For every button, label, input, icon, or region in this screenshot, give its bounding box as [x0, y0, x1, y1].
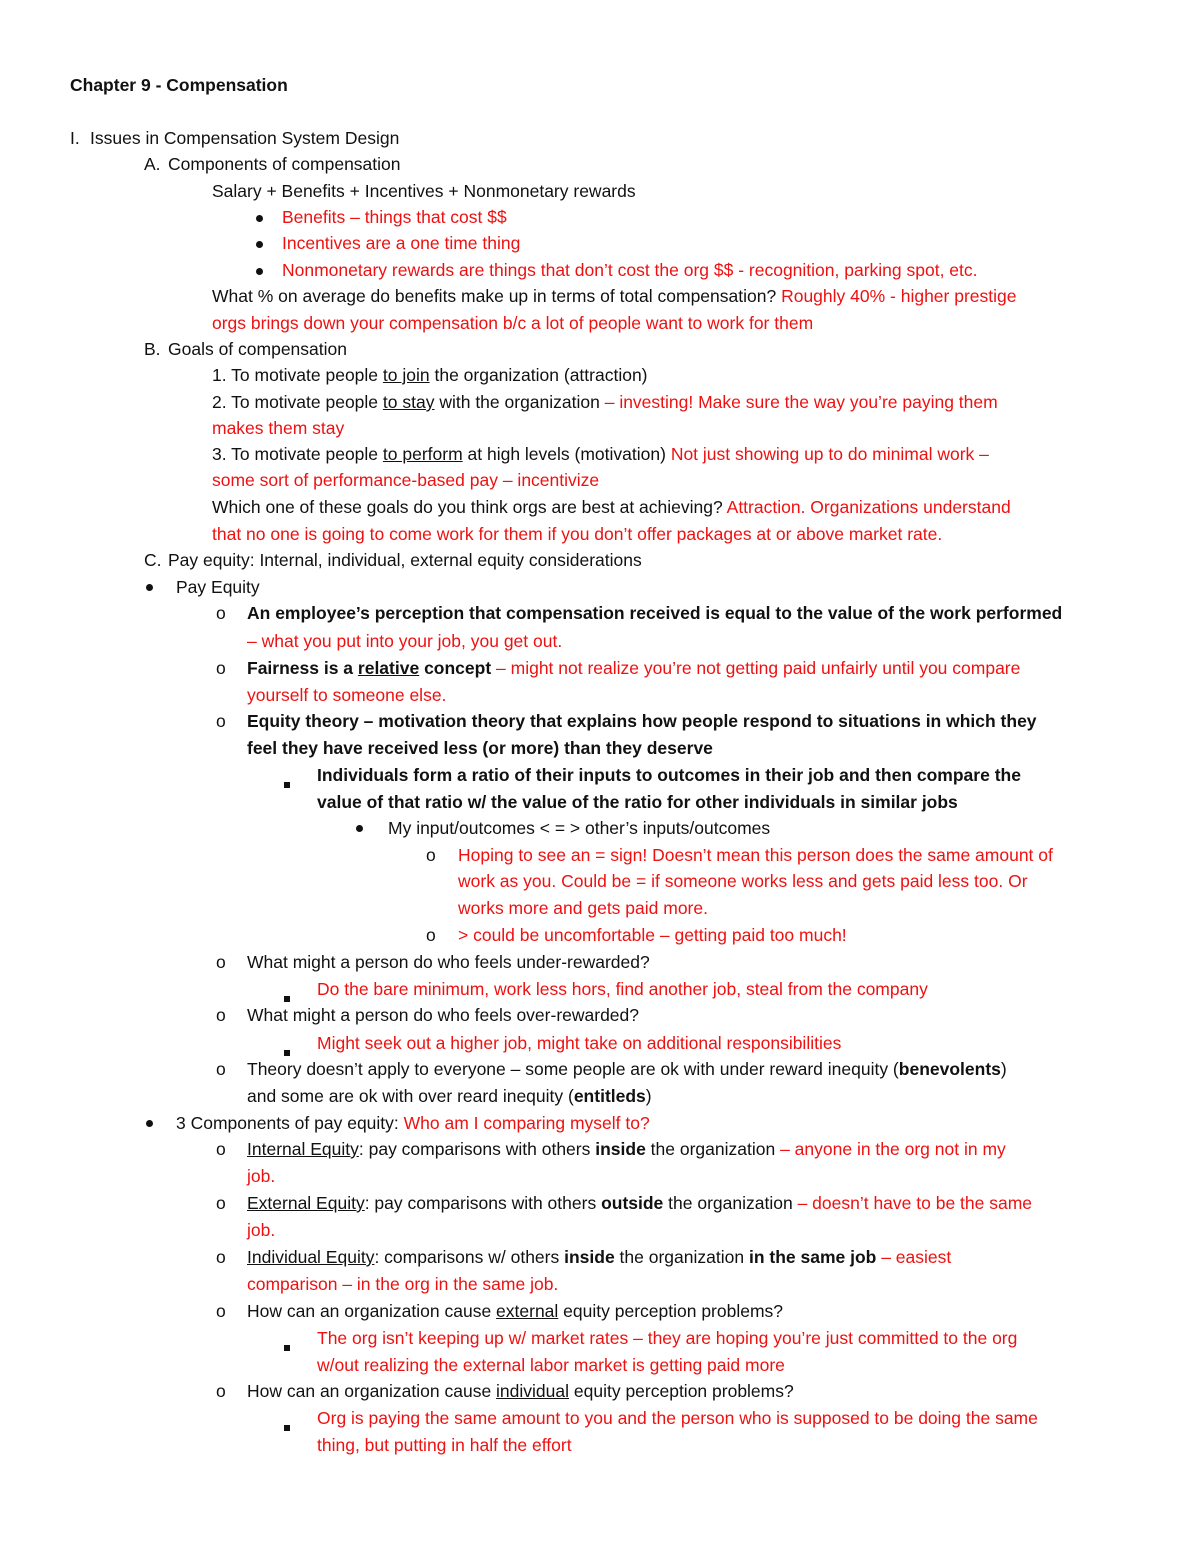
under-rewarded-question: What might a person do who feels under-rewarded?: [247, 952, 650, 972]
bullet-square-icon: [284, 1425, 290, 1431]
equity-theory-continued: feel they have received less (or more) than they deserve: [247, 738, 713, 758]
individual-problems-question: How can an organization cause individual equity perception problems?: [247, 1381, 794, 1401]
bullet-circle: o: [216, 1059, 226, 1079]
ratio-note-2: > could be uncomfortable – getting paid too much!: [458, 925, 847, 945]
subsection-marker-b: B.: [144, 339, 161, 359]
external-equity-continued: job.: [247, 1220, 276, 1240]
subsection-marker-c: C.: [144, 550, 162, 570]
fairness-point-continued: yourself to someone else.: [247, 685, 447, 705]
benefits-answer-continued: orgs brings down your compensation b/c a lot of people want to work for them: [212, 313, 814, 333]
internal-equity: Internal Equity: pay comparisons with others inside the organization – anyone in the org not in my: [247, 1139, 1006, 1159]
list-item: Benefits – things that cost $$: [282, 207, 507, 227]
pay-equity-heading: Pay Equity: [176, 577, 260, 597]
bullet-circle: o: [216, 1005, 226, 1025]
bullet-circle: o: [216, 1193, 226, 1213]
ratio-note-1-line2: work as you. Could be = if someone works less and gets paid less too. Or: [458, 871, 1028, 891]
internal-equity-continued: job.: [247, 1166, 276, 1186]
bullet-circle: o: [216, 1139, 226, 1159]
bullet-circle: o: [216, 711, 226, 731]
chapter-title-text: Chapter 9 - Compensation: [70, 75, 288, 95]
over-rewarded-answer: Might seek out a higher job, might take on additional responsibilities: [317, 1033, 842, 1053]
goals-answer-continued: that no one is going to come work for them if you don’t offer packages at or above market rate.: [212, 524, 943, 544]
individual-equity: Individual Equity: comparisons w/ others inside the organization in the same job – easiest: [247, 1247, 952, 1267]
list-item: Nonmonetary rewards are things that don’t cost the org $$ - recognition, parking spot, etc.: [282, 260, 978, 280]
bullet-dot: [256, 229, 263, 256]
bullet-square-icon: [284, 782, 290, 788]
external-problems-answer: The org isn’t keeping up w/ market rates – they are hoping you’re just committed to the org: [317, 1328, 1018, 1348]
bullet-dot: [256, 203, 263, 230]
over-rewarded-question: What might a person do who feels over-rewarded?: [247, 1005, 640, 1025]
bullet-circle: o: [426, 845, 436, 865]
section-marker-i: I.: [70, 128, 80, 148]
bullet-circle: o: [426, 925, 436, 945]
bullet-square: [284, 769, 290, 796]
section-i-heading: Issues in Compensation System Design: [90, 128, 400, 148]
bullet-circle: o: [216, 952, 226, 972]
theory-limitation: Theory doesn’t apply to everyone – some people are ok with under reward inequity (benevolents): [247, 1059, 1007, 1079]
theory-limitation-continued: and some are ok with over reard inequity (entitleds): [247, 1086, 652, 1106]
under-rewarded-answer: Do the bare minimum, work less hors, find another job, steal from the company: [317, 979, 928, 999]
individual-problems-answer-continued: thing, but putting in half the effort: [317, 1435, 572, 1455]
subsection-c-heading: Pay equity: Internal, individual, external equity considerations: [168, 550, 642, 570]
pay-equity-definition: An employee’s perception that compensation received is equal to the value of the work performed: [247, 603, 1063, 623]
individual-problems-answer: Org is paying the same amount to you and the person who is supposed to be doing the same: [317, 1408, 1038, 1428]
bullet-dot: [356, 813, 363, 840]
subsection-b-heading: Goals of compensation: [168, 339, 347, 359]
pay-equity-definition-note: – what you put into your job, you get out.: [247, 631, 563, 651]
equity-ratio: Individuals form a ratio of their inputs to outcomes in their job and then compare the: [317, 765, 1021, 785]
bullet-circle: o: [216, 1247, 226, 1267]
goals-question: Which one of these goals do you think orgs are best at achieving? Attraction. Organizations understand: [212, 497, 1011, 517]
benefits-question: What % on average do benefits make up in terms of total compensation? Roughly 40% - higher prestige: [212, 286, 1017, 306]
external-equity: External Equity: pay comparisons with others outside the organization – doesn’t have to be the same: [247, 1193, 1033, 1213]
goal-1: 1. To motivate people to join the organization (attraction): [212, 365, 648, 385]
bullet-circle: o: [216, 658, 226, 678]
ratio-note-1: Hoping to see an = sign! Doesn’t mean this person does the same amount of: [458, 845, 1053, 865]
list-item: Incentives are a one time thing: [282, 233, 521, 253]
external-problems-question: How can an organization cause external equity perception problems?: [247, 1301, 784, 1321]
goal-2: 2. To motivate people to stay with the organization – investing! Make sure the way you’re paying them: [212, 392, 998, 412]
bullet-dot: [146, 1108, 153, 1135]
individual-equity-continued: comparison – in the org in the same job.: [247, 1274, 559, 1294]
goal-3: 3. To motivate people to perform at high levels (motivation) Not just showing up to do minimal work –: [212, 444, 989, 464]
ratio-note-1-line3: works more and gets paid more.: [458, 898, 708, 918]
bullet-dot-icon: [256, 268, 263, 275]
bullet-circle: o: [216, 1301, 226, 1321]
ratio-comparison: My input/outcomes < = > other’s inputs/outcomes: [388, 818, 771, 838]
fairness-point: Fairness is a relative concept – might not realize you’re not getting paid unfairly until you compare: [247, 658, 1021, 678]
bullet-dot-icon: [146, 1120, 153, 1127]
compensation-formula: Salary + Benefits + Incentives + Nonmonetary rewards: [212, 181, 636, 201]
subsection-marker-a: A.: [144, 154, 161, 174]
subsection-a-heading: Components of compensation: [168, 154, 401, 174]
goal-2-continued: makes them stay: [212, 418, 345, 438]
bullet-dot: [256, 256, 263, 283]
external-problems-answer-continued: w/out realizing the external labor market is getting paid more: [317, 1355, 785, 1375]
equity-theory: Equity theory – motivation theory that explains how people respond to situations in which they: [247, 711, 1037, 731]
bullet-circle: o: [216, 1381, 226, 1401]
bullet-dot-icon: [356, 825, 363, 832]
equity-ratio-continued: value of that ratio w/ the value of the ratio for other individuals in similar jobs: [317, 792, 958, 812]
bullet-square-icon: [284, 1345, 290, 1351]
chapter-title: [70, 72, 288, 99]
bullet-dot-icon: [256, 241, 263, 248]
bullet-dot: [146, 572, 153, 599]
bullet-square: [284, 1332, 290, 1359]
components-heading: 3 Components of pay equity: Who am I comparing myself to?: [176, 1113, 650, 1133]
bullet-circle: o: [216, 603, 226, 623]
bullet-square: [284, 1412, 290, 1439]
bullet-dot-icon: [256, 215, 263, 222]
bullet-dot-icon: [146, 584, 153, 591]
goal-3-continued: some sort of performance-based pay – incentivize: [212, 470, 600, 490]
